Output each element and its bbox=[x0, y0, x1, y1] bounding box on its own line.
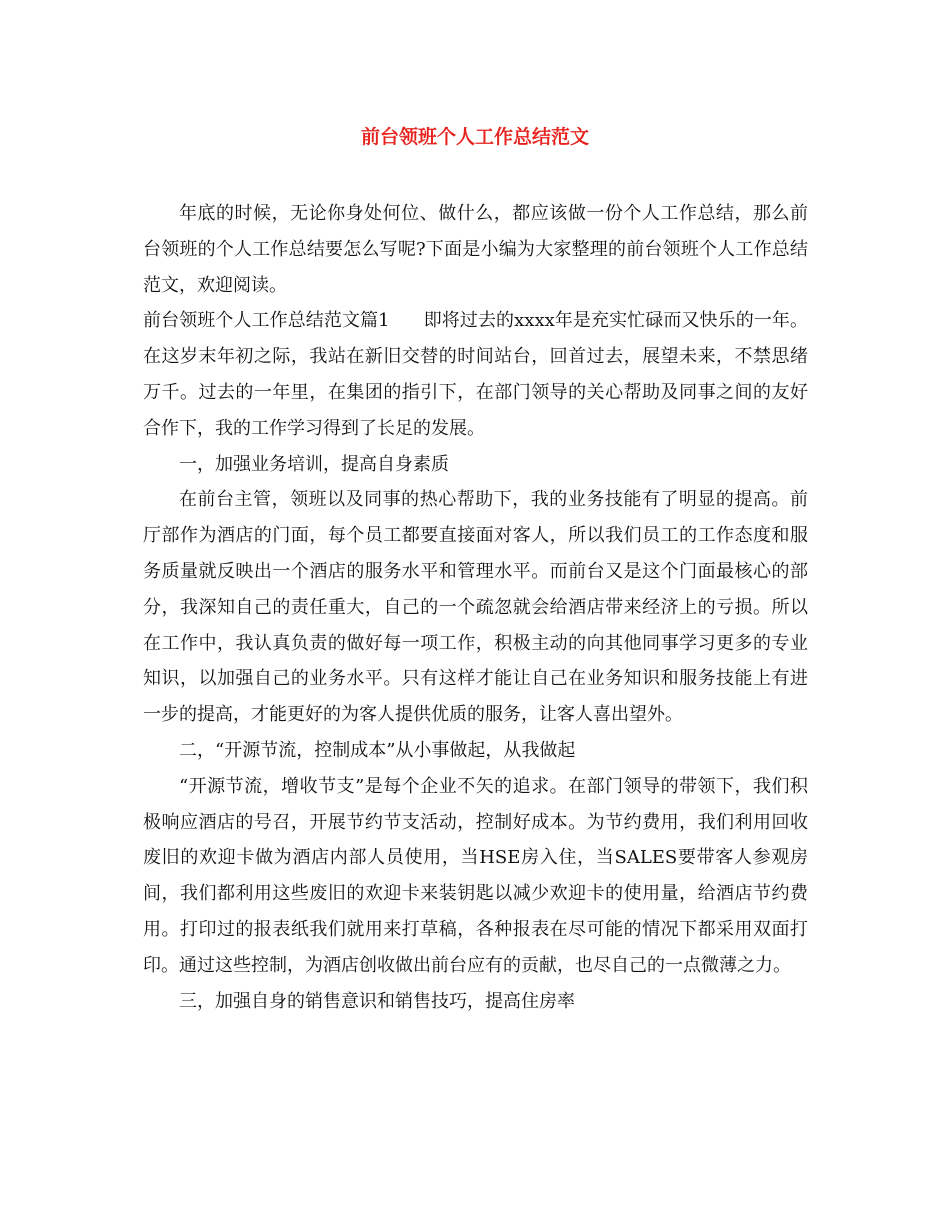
document-title: 前台领班个人工作总结范文 bbox=[360, 126, 589, 148]
intro-paragraph: 年底的时候，无论你身处何位、做什么，都应该做一份个人工作总结，那么前台领班的个人工作总结要怎么写呢?下面是小编为大家整理的前台领班个人工作总结范文，欢迎阅读。 bbox=[143, 203, 808, 296]
section-heading-1: 一，加强业务培训，提高自身素质 bbox=[179, 453, 449, 475]
section-body-1: 在前台主管，领班以及同事的热心帮助下，我的业务技能有了明显的提高。前厅部作为酒店的门面，每个员工都要直接面对客人，所以我们员工的工作态度和服务质量就反映出一个酒店的服务水平和管理水平。而前台又是这个门面最核心的部分，我深知自己的责任重大，自己的一个疏忽就会给酒店带来经济上的亏损。所以在工作中，我认真负责的做好每一项工作，积极主动的向其他同事学习更多的专业知识，以加强自己的业务水平。只有这样才能让自己在业务知识和服务技能上有进一步的提高，才能更好的为客人提供优质的服务，让客人喜出望外。 bbox=[143, 489, 808, 726]
article-opening: 即将过去的xxxx年是充实忙碌而又快乐的一年。在这岁末年初之际，我站在新旧交替的时间站台，回首过去，展望未来，不禁思绪万千。过去的一年里，在集团的指引下，在部门领导的关心帮助及同事之间的友好合作下，我的工作学习得到了长足的发展。 bbox=[143, 310, 808, 439]
article-heading: 前台领班个人工作总结范文篇1 bbox=[143, 310, 390, 332]
section-heading-3: 三，加强自身的销售意识和销售技巧，提高住房率 bbox=[179, 990, 575, 1012]
section-heading-2: 二，“开源节流，控制成本”从小事做起，从我做起 bbox=[179, 739, 576, 761]
article-first-paragraph bbox=[143, 303, 808, 446]
section-body-2: “开源节流，增收节支”是每个企业不矢的追求。在部门领导的带领下，我们积极响应酒店的号召，开展节约节支活动，控制好成本。为节约费用，我们利用回收废旧的欢迎卡做为酒店内部人员使用，当HSE房入住，当SALES要带客人参观房间，我们都利用这些废旧的欢迎卡来装钥匙以减少欢迎卡的使用量，给酒店节约费用。打印过的报表纸我们就用来打草稿，各种报表在尽可能的情况下都采用双面打印。通过这些控制，为酒店创收做出前台应有的贡献，也尽自己的一点微薄之力。 bbox=[143, 775, 808, 976]
document-body bbox=[143, 196, 808, 1019]
